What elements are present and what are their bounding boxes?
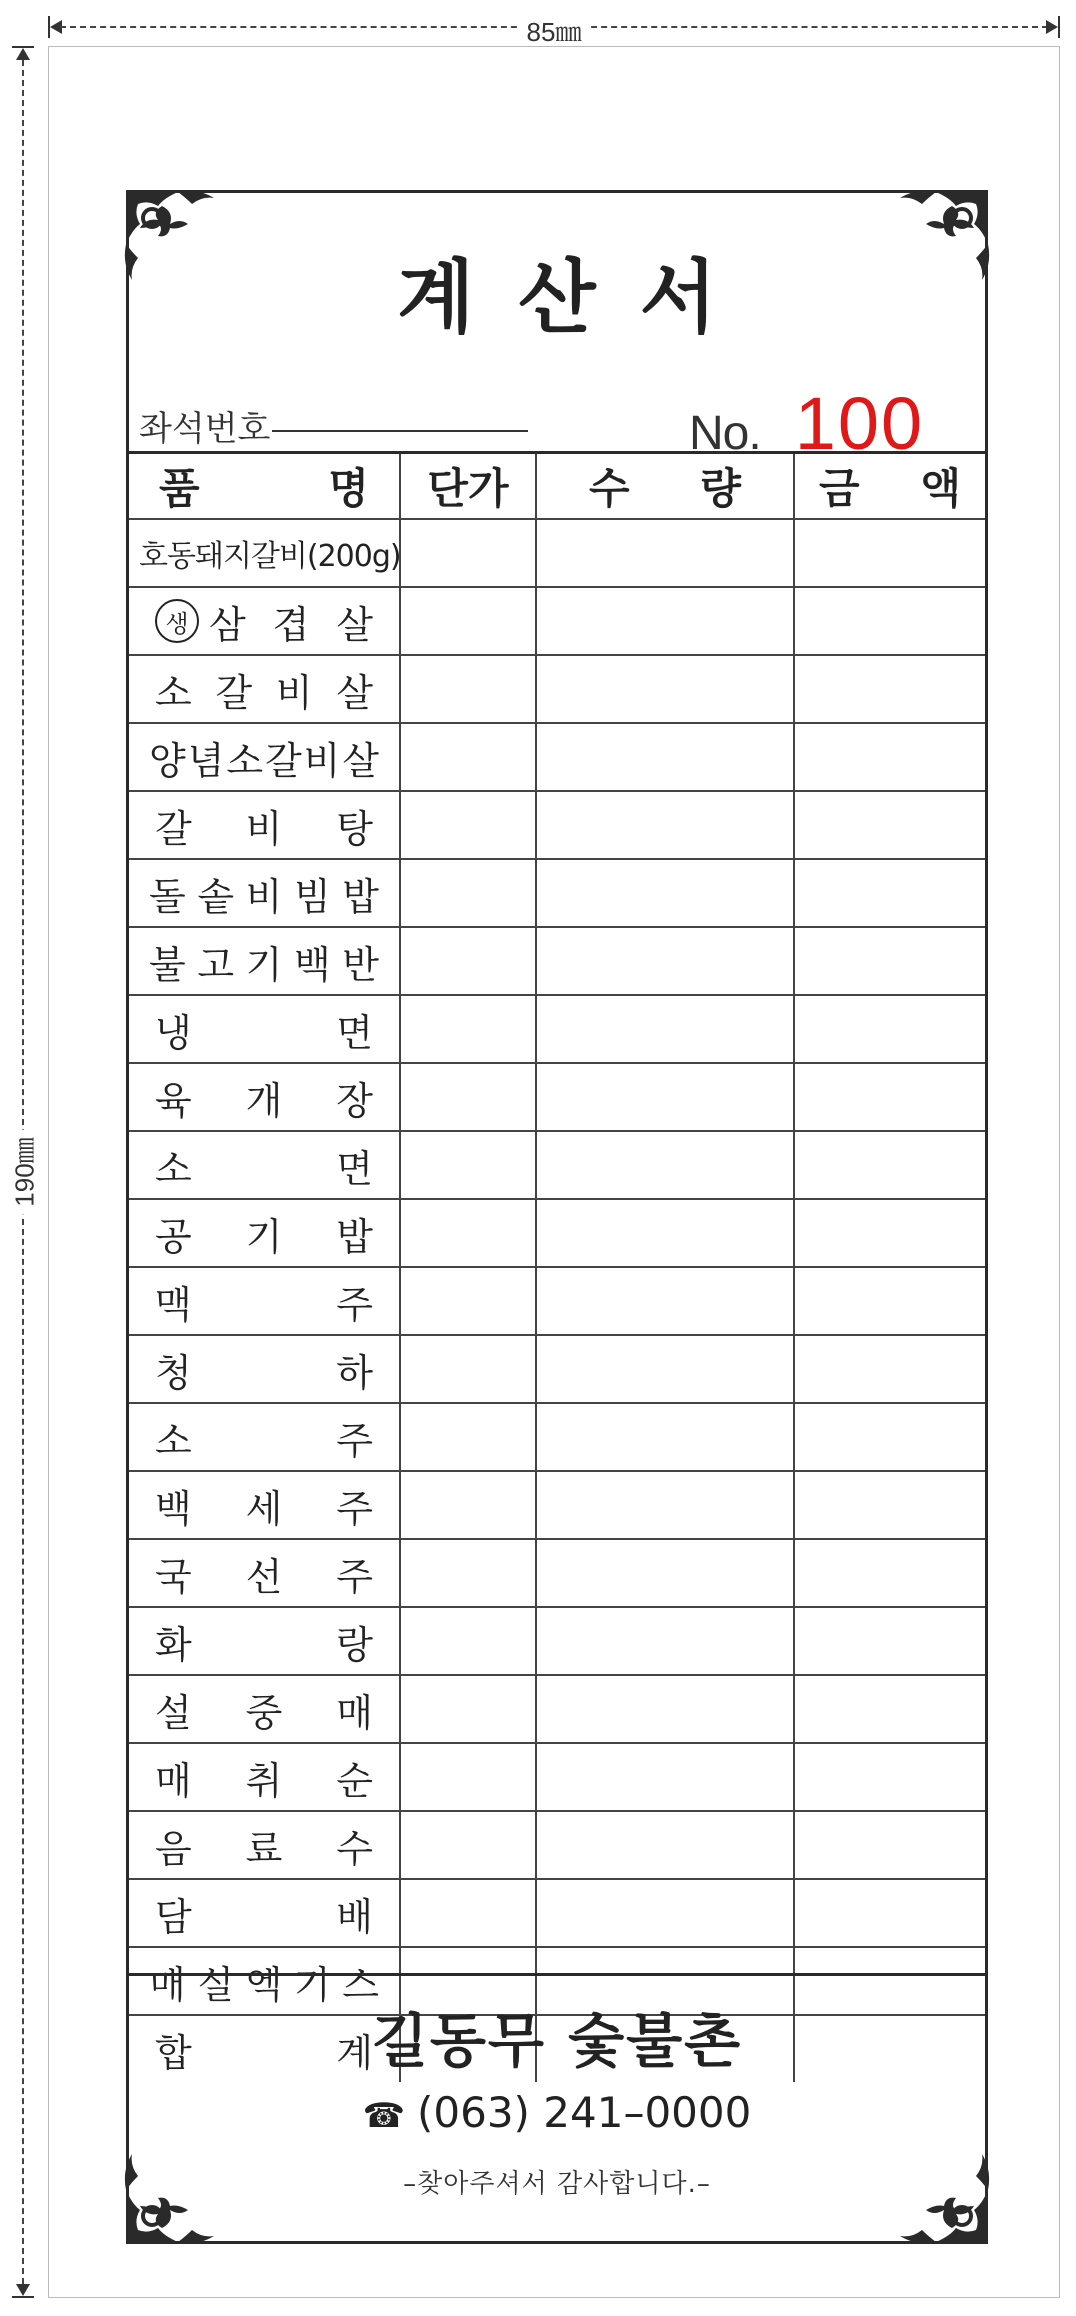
table-row xyxy=(129,1812,985,1880)
item-name: 매 실 엑 기 스 xyxy=(129,1948,401,2014)
height-dimension xyxy=(9,46,40,2298)
quantity-cell[interactable] xyxy=(537,1812,795,1878)
item-name: 소 갈 비 살 xyxy=(129,656,401,722)
unit-price-cell[interactable] xyxy=(401,1404,537,1470)
table-header xyxy=(129,454,985,520)
unit-price-cell[interactable] xyxy=(401,1608,537,1674)
quantity-cell[interactable] xyxy=(537,1744,795,1810)
unit-price-cell[interactable] xyxy=(401,1880,537,1946)
table-row xyxy=(129,860,985,928)
col-unit-price: 단가 xyxy=(401,454,537,518)
receipt-footer xyxy=(129,1973,985,2246)
receipt-number-value: 100 xyxy=(794,382,925,465)
store-phone xyxy=(129,2088,985,2137)
unit-price-cell[interactable] xyxy=(401,1676,537,1742)
table-row xyxy=(129,520,985,588)
amount-cell[interactable] xyxy=(795,1540,985,1606)
col-amount: 금 액 xyxy=(819,464,961,513)
table-row xyxy=(129,1880,985,1948)
amount-cell[interactable] xyxy=(795,792,985,858)
item-name: 소 면 xyxy=(129,1132,401,1198)
unit-price-cell[interactable] xyxy=(401,792,537,858)
quantity-cell[interactable] xyxy=(537,996,795,1062)
item-name: 매 취 순 xyxy=(129,1744,401,1810)
table-row xyxy=(129,1676,985,1744)
unit-price-cell[interactable] xyxy=(401,1132,537,1198)
unit-price-cell[interactable] xyxy=(401,1472,537,1538)
quantity-cell[interactable] xyxy=(537,928,795,994)
amount-cell[interactable] xyxy=(795,1336,985,1402)
store-name: 길동무 숯불촌 xyxy=(371,2007,743,2075)
item-name: 국 선 주 xyxy=(129,1540,401,1606)
table-row xyxy=(129,1540,985,1608)
amount-cell[interactable] xyxy=(795,1064,985,1130)
item-name: 돌 솥 비 빔 밥 xyxy=(129,860,401,926)
item-name: 불 고 기 백 반 xyxy=(129,928,401,994)
seat-number-field xyxy=(139,401,528,450)
unit-price-cell[interactable] xyxy=(401,1268,537,1334)
unit-price-cell[interactable] xyxy=(401,656,537,722)
amount-cell[interactable] xyxy=(795,520,985,586)
table-row xyxy=(129,928,985,996)
amount-cell[interactable] xyxy=(795,1744,985,1810)
corner-ornament-icon xyxy=(886,2140,996,2250)
table-row xyxy=(129,1472,985,1540)
unit-price-cell[interactable] xyxy=(401,928,537,994)
quantity-cell[interactable] xyxy=(537,724,795,790)
unit-price-cell[interactable] xyxy=(401,1336,537,1402)
corner-ornament-icon xyxy=(118,2140,228,2250)
quantity-cell[interactable] xyxy=(537,656,795,722)
item-name: 백 세 주 xyxy=(129,1472,401,1538)
table-row xyxy=(129,588,985,656)
seat-number-blank xyxy=(272,430,528,432)
table-row xyxy=(129,1132,985,1200)
amount-cell[interactable] xyxy=(795,1132,985,1198)
quantity-cell[interactable] xyxy=(537,1676,795,1742)
quantity-cell[interactable] xyxy=(537,1880,795,1946)
item-name: 합 계 xyxy=(129,2016,401,2082)
corner-ornament-icon xyxy=(886,184,996,294)
amount-cell[interactable] xyxy=(795,928,985,994)
quantity-cell[interactable] xyxy=(537,860,795,926)
width-dimension-label: 85㎜ xyxy=(519,12,590,49)
telephone-icon: ☎ xyxy=(362,2096,405,2136)
item-name: 소 주 xyxy=(129,1404,401,1470)
table-row xyxy=(129,1064,985,1132)
amount-cell[interactable] xyxy=(795,656,985,722)
menu-table xyxy=(129,451,985,2082)
unit-price-cell[interactable] xyxy=(401,1812,537,1878)
item-name: 화 랑 xyxy=(129,1608,401,1674)
unit-price-cell[interactable] xyxy=(401,588,537,654)
quantity-cell[interactable] xyxy=(537,1404,795,1470)
item-name: 청 하 xyxy=(129,1336,401,1402)
table-body xyxy=(129,520,985,2082)
amount-cell[interactable] xyxy=(795,1812,985,1878)
raw-badge: 생 xyxy=(155,599,199,643)
item-name: 갈 비 탕 xyxy=(129,792,401,858)
thank-you-note: –찾아주셔서 감사합니다.– xyxy=(403,2169,711,2199)
amount-cell[interactable] xyxy=(795,1472,985,1538)
item-name: 호동돼지갈비(200g) xyxy=(129,520,401,586)
item-name: 설 중 매 xyxy=(129,1676,401,1742)
receipt-number-label: No. xyxy=(689,407,761,460)
table-row xyxy=(129,1336,985,1404)
amount-cell[interactable] xyxy=(795,996,985,1062)
table-row xyxy=(129,792,985,860)
item-name: 맥 주 xyxy=(129,1268,401,1334)
amount-cell[interactable] xyxy=(795,860,985,926)
amount-cell[interactable] xyxy=(795,1404,985,1470)
table-row xyxy=(129,1744,985,1812)
unit-price-cell[interactable] xyxy=(401,1540,537,1606)
item-name: 냉 면 xyxy=(129,996,401,1062)
receipt xyxy=(126,190,988,2244)
unit-price-cell[interactable] xyxy=(401,1064,537,1130)
unit-price-cell[interactable] xyxy=(401,996,537,1062)
quantity-cell[interactable] xyxy=(537,1472,795,1538)
quantity-cell[interactable] xyxy=(537,1200,795,1266)
unit-price-cell[interactable] xyxy=(401,1200,537,1266)
quantity-cell[interactable] xyxy=(537,1268,795,1334)
table-row xyxy=(129,1608,985,1676)
item-name: 음 료 수 xyxy=(129,1812,401,1878)
amount-cell[interactable] xyxy=(795,1268,985,1334)
unit-price-cell[interactable] xyxy=(401,724,537,790)
height-dimension-label: 190㎜ xyxy=(5,1129,42,1214)
table-row xyxy=(129,996,985,1064)
width-dimension xyxy=(48,14,1060,47)
quantity-cell[interactable] xyxy=(537,588,795,654)
unit-price-cell[interactable] xyxy=(401,860,537,926)
quantity-cell[interactable] xyxy=(537,1540,795,1606)
corner-ornament-icon xyxy=(118,184,228,294)
item-name: 육 개 장 xyxy=(129,1064,401,1130)
amount-cell[interactable] xyxy=(795,1676,985,1742)
col-item-name: 품 명 xyxy=(129,454,401,518)
unit-price-cell[interactable] xyxy=(401,1744,537,1810)
quantity-cell[interactable] xyxy=(537,520,795,586)
quantity-cell[interactable] xyxy=(537,1336,795,1402)
table-row xyxy=(129,1268,985,1336)
seat-number-label: 좌석번호 xyxy=(139,409,271,449)
quantity-cell[interactable] xyxy=(537,1132,795,1198)
amount-cell[interactable] xyxy=(795,1880,985,1946)
quantity-cell[interactable] xyxy=(537,1064,795,1130)
item-name: 담 배 xyxy=(129,1880,401,1946)
table-row xyxy=(129,656,985,724)
item-name: 생 삼 겹 살 xyxy=(129,588,401,654)
item-name: 공 기 밥 xyxy=(129,1200,401,1266)
quantity-cell[interactable] xyxy=(537,1608,795,1674)
quantity-cell[interactable] xyxy=(537,792,795,858)
table-row xyxy=(129,1200,985,1268)
amount-cell[interactable] xyxy=(795,724,985,790)
phone-number: (063) 241–0000 xyxy=(417,2088,752,2137)
table-row xyxy=(129,724,985,792)
amount-cell[interactable] xyxy=(795,1200,985,1266)
table-row xyxy=(129,1404,985,1472)
amount-cell[interactable] xyxy=(795,588,985,654)
item-name: 양 념 소 갈 비 살 xyxy=(129,724,401,790)
amount-cell[interactable] xyxy=(795,1608,985,1674)
receipt-title: 계산서 xyxy=(397,250,761,344)
col-quantity: 수 량 xyxy=(537,454,795,518)
unit-price-cell[interactable] xyxy=(401,520,537,586)
